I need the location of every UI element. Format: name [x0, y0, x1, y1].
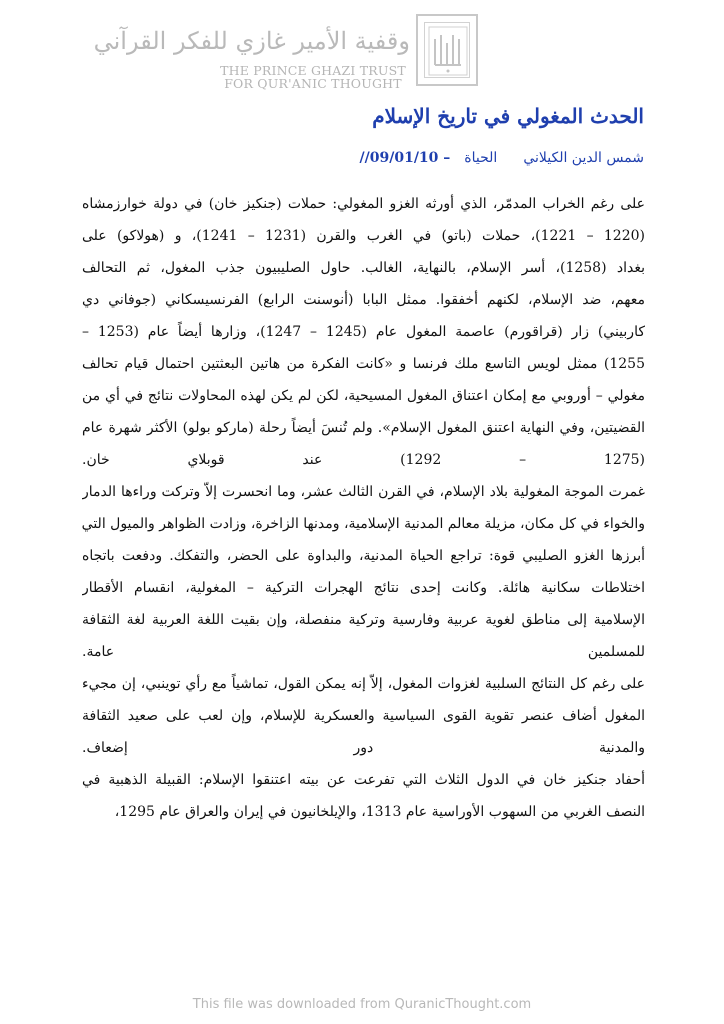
logo-english-line2: FOR QUR'ANIC THOUGHT [224, 76, 402, 91]
body-line: على رغم كل النتائج السلبية لغزوات المغول، إلاّ إنه يمكن القول، تماشياً مع رأي توينبي، إن مجيء [82, 676, 645, 692]
body-line: على رغم الخراب المدمّر، الذي أورثه الغزو المغولي: حملات (جنكيز خان) في دولة خوارزمشاه [82, 196, 645, 212]
body-line: المغول أضاف عنصر تقوية القوى السياسية والعسكرية للإسلام، وإن لعب على صعيد الثقافة [82, 708, 645, 724]
trust-logo [93, 8, 500, 100]
body-line: (1275 – 1292) عند قوبلاي خان. [82, 452, 645, 468]
body-line: القضيتين، وفي النهاية اعتنق المغول الإسلام». ولم تُنسَ أيضاً رحلة (ماركو بولو) الأكثر شهرة عام [82, 420, 645, 436]
author-name: شمس الدين الكيلاني [523, 150, 644, 166]
logo-english-line1: THE PRINCE GHAZI TRUST [220, 63, 406, 78]
body-line: النصف الغربي من السهوب الأوراسية عام 1313، والإيلخانيون في إيران والعراق عام 1295، [114, 804, 645, 820]
body-line: كاربيني) زار (قراقورم) عاصمة المغول عام (1245 – 1247)، وزارها أيضاً عام (1253 – [82, 324, 645, 340]
body-line: أبرزها الغزو الصليبي قوة: تراجع الحياة المدنية، والبداوة على الحضر، والتفكك. ودفعت باتجاه [82, 548, 645, 564]
logo-english-text [208, 64, 418, 90]
logo-arabic-text: وقفية الأمير غازي للفكر القرآني [93, 27, 410, 55]
body-line: والخواء في كل مكان، مزيلة معالم المدنية الإسلامية، ومدنها الزاخرة، وزادت الظواهر والميول التي [82, 516, 645, 532]
body-line: اختلاطات سكانية هائلة. وكانت إحدى نتائج الهجرات التركية – المغولية، انقسام الأقطار [82, 580, 645, 596]
body-line: أحفاد جنكيز خان في الدول الثلاث التي تفرعت عن بيته اعتنقوا الإسلام: القبيلة الذهبية في [82, 772, 645, 788]
body-line: (1220 – 1221)، حملات (باتو) في الغرب والقرن (1231 – 1241)، و (هولاكو) على [82, 228, 645, 244]
calligraphy-seal-icon [425, 23, 471, 79]
body-line: معهم، ضد الإسلام، لكنهم أخفقوا. ممثل البابا (أنوسنت الرابع) الفرنسيسكاني (جوفاني دي [82, 292, 645, 308]
logo-seal-icon [416, 14, 478, 86]
body-line: بغداد (1258)، أسر الإسلام، بالنهاية، الغالب. حاول الصليبيون جذب المغول، ثم التحالف [82, 260, 645, 276]
logo-seal-frame [424, 22, 470, 78]
body-line: مغولي – أوروبي مع إمكان اعتناق المغول المسيحية، لكن لم يكن لهذه المحاولات نتائج في أي من [82, 388, 645, 404]
article-title: الحدث المغولي في تاريخ الإسلام [372, 104, 644, 128]
download-footer: This file was downloaded from QuranicThought.com [192, 997, 532, 1012]
body-line: والمدنية دور إضعاف. [82, 740, 645, 756]
body-line: للمسلمين عامة. [82, 644, 645, 660]
article-body [82, 188, 645, 828]
body-line: 1255) ممثل لويس التاسع ملك فرنسا و «كانت الفكرة من هاتين البعثتين احتمال قيام تحالف [82, 356, 645, 372]
article-byline [64, 150, 644, 166]
publication-date: – 09/01/10// [359, 150, 451, 166]
source-name: الحياة [464, 150, 498, 166]
body-line: غمرت الموجة المغولية بلاد الإسلام، في القرن الثالث عشر، وما انحسرت إلاّ وتركت وراءها الدمار [82, 484, 645, 500]
body-line: الإسلامية إلى مناطق لغوية عربية وفارسية وتركية منفصلة، وإن بقيت اللغة العربية لغة الثقافة [82, 612, 645, 628]
